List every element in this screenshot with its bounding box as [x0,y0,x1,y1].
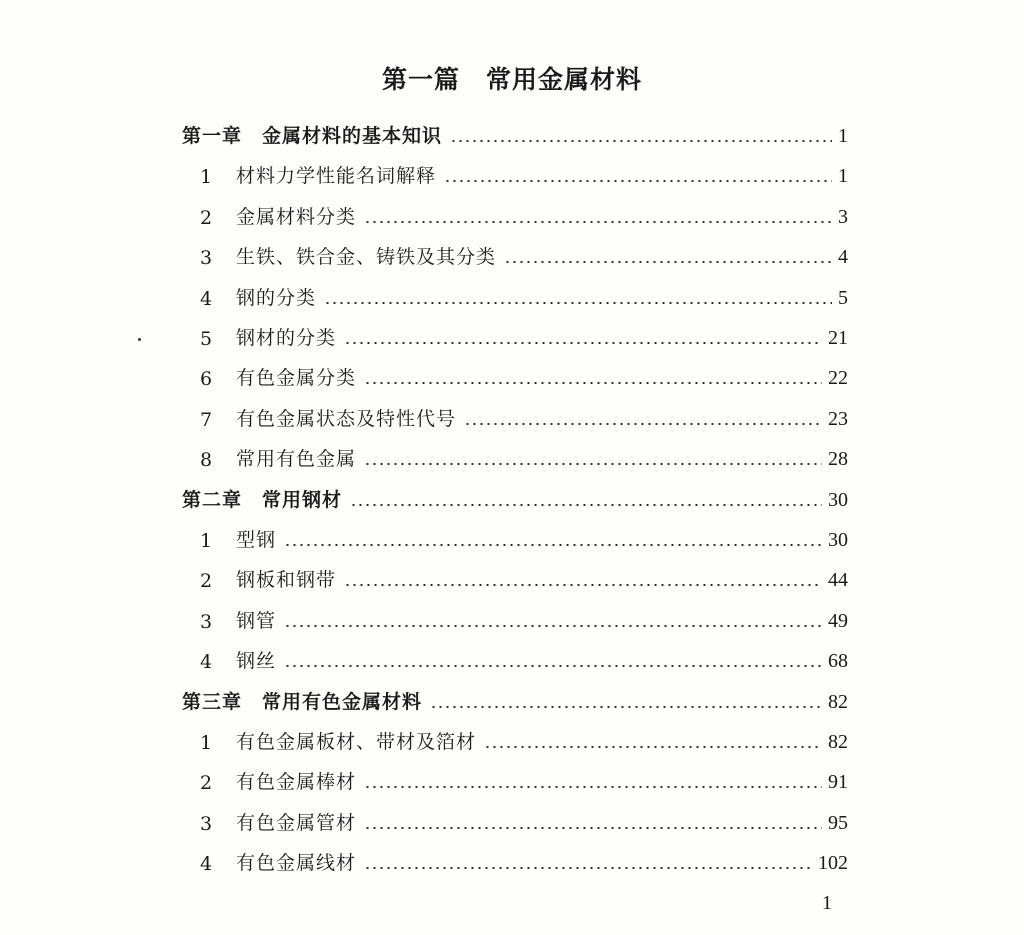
section-number: 4 [200,287,213,310]
dot-leader [444,180,832,182]
toc-section-row [200,845,848,875]
section-title: 钢管 [236,609,277,632]
dot-leader [350,504,822,506]
dot-leader [284,625,822,627]
section-number: 1 [200,166,213,189]
dot-leader [430,706,822,708]
section-number: 2 [200,772,213,795]
chapter-page-number: 82 [828,690,848,713]
section-page-number: 3 [838,205,848,228]
section-page-number: 91 [828,771,848,794]
section-title: 有色金属状态及特性代号 [236,407,457,430]
section-number: 2 [200,206,213,229]
section-page-number: 22 [828,367,848,390]
toc-section-row [200,441,848,471]
toc-section-row [200,603,848,633]
dot-leader [450,140,832,142]
dot-leader [364,382,822,384]
dot-leader [284,665,822,667]
toc-chapter-row [182,482,848,512]
section-number: 3 [200,610,213,633]
dot-leader [504,261,832,263]
section-number: 6 [200,368,213,391]
section-number: 7 [200,408,213,431]
part-title: 第一篇 常用金属材料 [381,65,642,94]
section-number: 3 [200,812,213,835]
section-title: 材料力学性能名词解释 [236,165,437,188]
section-title: 常用有色金属 [236,448,357,471]
section-title: 有色金属线材 [236,852,357,875]
toc-section-row [200,401,848,431]
chapter-page-number: 1 [838,125,848,147]
toc-section-row [200,562,848,592]
dot-leader [364,463,822,465]
section-page-number: 4 [838,246,848,269]
scan-speck [138,338,141,341]
section-title: 有色金属棒材 [236,771,357,794]
section-title: 钢材的分类 [236,327,337,349]
section-title: 有色金属分类 [236,367,357,390]
section-title: 钢丝 [236,650,277,673]
toc-section-row [200,805,848,835]
section-page-number: 21 [828,327,848,349]
toc-section-row [200,643,848,673]
section-title: 钢的分类 [236,286,317,309]
toc-section-row [200,280,848,310]
chapter-title: 第三章 常用有色金属材料 [182,690,423,713]
section-title: 金属材料分类 [236,205,357,228]
dot-leader [344,342,822,344]
toc-section-row [200,239,848,269]
dot-leader [344,584,822,586]
toc-section-row [200,724,848,754]
section-number: 1 [200,530,213,552]
section-title: 钢板和钢带 [236,569,337,592]
section-page-number: 95 [828,811,848,834]
section-number: 4 [200,651,213,674]
dot-leader [364,221,832,223]
section-page-number: 68 [828,650,848,673]
dot-leader [484,746,822,748]
section-page-number: 23 [828,407,848,430]
toc-chapter-row [182,684,848,714]
section-title: 有色金属管材 [236,811,357,834]
page-number: 1 [822,892,832,914]
toc-section-row [200,522,848,552]
dot-leader [284,544,822,546]
section-title: 生铁、铁合金、铸铁及其分类 [236,246,497,269]
toc-section-row [200,360,848,390]
section-number: 8 [200,449,213,472]
dot-leader [324,302,832,304]
toc-section-row [200,764,848,794]
dot-leader [364,786,822,788]
section-page-number: 102 [818,852,848,875]
section-title: 型钢 [236,529,277,551]
section-page-number: 49 [828,609,848,632]
section-page-number: 5 [838,286,848,309]
dot-leader [364,867,812,869]
section-number: 2 [200,570,213,593]
section-page-number: 44 [828,569,848,592]
section-page-number: 30 [828,529,848,551]
section-page-number: 28 [828,448,848,471]
section-page-number: 1 [838,165,848,188]
chapter-page-number: 30 [828,488,848,511]
toc-chapter-row [182,118,848,148]
dot-leader [364,827,822,829]
section-title: 有色金属板材、带材及箔材 [236,731,477,753]
section-number: 4 [200,853,213,876]
dot-leader [464,423,822,425]
section-number: 1 [200,732,213,754]
chapter-title: 第一章 金属材料的基本知识 [182,125,443,147]
toc-section-row [200,320,848,350]
chapter-title: 第二章 常用钢材 [182,488,343,511]
section-page-number: 82 [828,731,848,753]
section-number: 5 [200,328,213,350]
toc-section-row [200,199,848,229]
section-number: 3 [200,247,213,270]
toc-section-row [200,158,848,188]
